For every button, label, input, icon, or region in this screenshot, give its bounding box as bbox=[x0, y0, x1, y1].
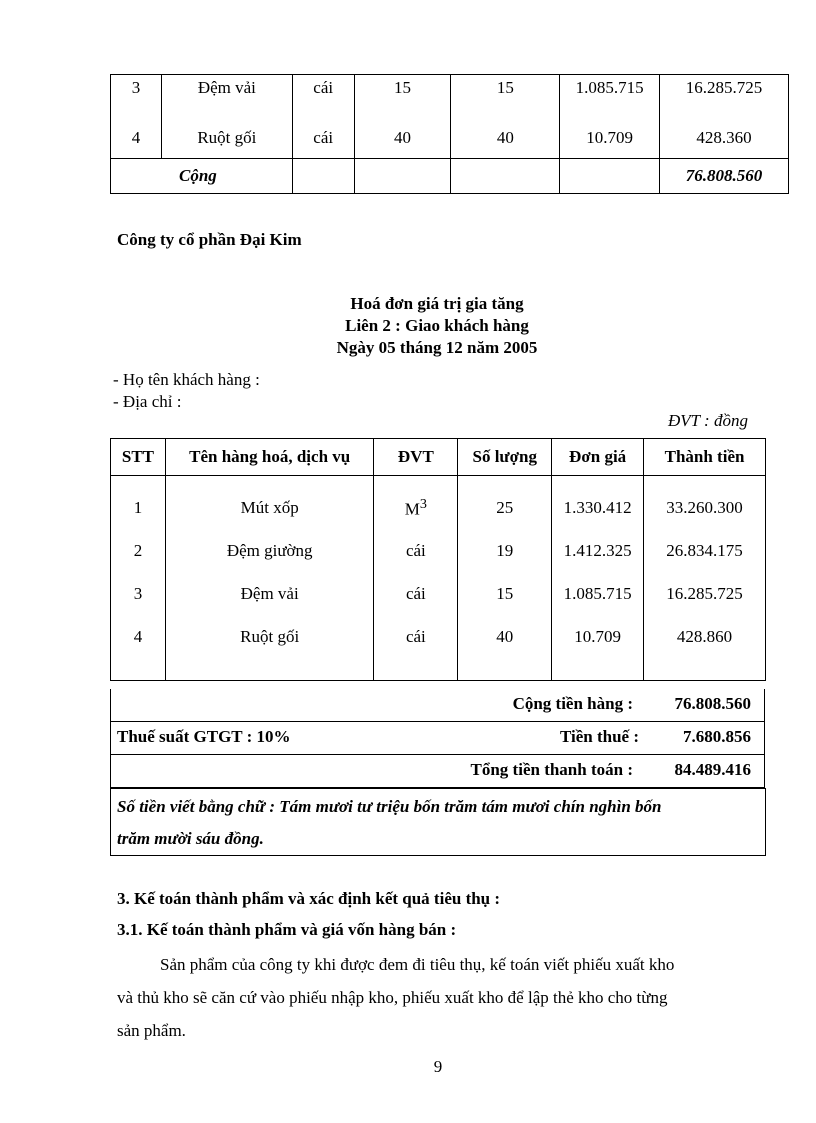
unit-note: ĐVT : đồng bbox=[668, 411, 748, 430]
total-label: Cộng bbox=[111, 159, 293, 194]
page-number: 9 bbox=[433, 1057, 443, 1076]
subtotal-row bbox=[111, 689, 764, 722]
unit-base: cái bbox=[405, 626, 426, 646]
amount-in-words bbox=[110, 788, 766, 856]
cell-name: Đệm vải bbox=[161, 75, 292, 119]
unit-base: M bbox=[404, 499, 420, 519]
cell-unit bbox=[374, 615, 458, 658]
address-label: - Địa chỉ : bbox=[113, 392, 182, 411]
cell-price: 1.085.715 bbox=[552, 572, 644, 615]
table-row bbox=[111, 75, 789, 119]
grand-total-row bbox=[111, 755, 764, 787]
cell-stt: 1 bbox=[111, 486, 166, 529]
cell-qty2: 15 bbox=[451, 75, 560, 119]
cell-qty: 40 bbox=[458, 615, 552, 658]
cell-price: 10.709 bbox=[560, 118, 660, 159]
cell-stt: 4 bbox=[111, 615, 166, 658]
tax-label: Tiền thuế : bbox=[559, 727, 639, 746]
amount-in-words-line1: Số tiền viết bằng chữ : Tám mươi tư triệu bốn trăm tám mươi chín nghìn bốn bbox=[117, 797, 662, 816]
header-total: Thành tiền bbox=[644, 439, 766, 476]
cell-price: 1.085.715 bbox=[560, 75, 660, 119]
table-row bbox=[111, 615, 766, 658]
company-name: Công ty cổ phần Đại Kim bbox=[117, 230, 302, 249]
cell-total: 16.285.725 bbox=[644, 572, 766, 615]
header-stt: STT bbox=[111, 439, 166, 476]
cell-total: 428.360 bbox=[660, 118, 789, 159]
table-row bbox=[111, 529, 766, 572]
table-row bbox=[111, 486, 766, 529]
cell-name: Ruột gối bbox=[161, 118, 292, 159]
cell-stt: 4 bbox=[111, 118, 162, 159]
cell-price: 10.709 bbox=[552, 615, 644, 658]
tax-row bbox=[111, 722, 764, 755]
cell-stt: 2 bbox=[111, 529, 166, 572]
grand-total-value: 84.489.416 bbox=[674, 760, 751, 779]
cell-unit bbox=[374, 529, 458, 572]
cell-total: 16.285.725 bbox=[660, 75, 789, 119]
cell-qty: 19 bbox=[458, 529, 552, 572]
cell-qty: 15 bbox=[458, 572, 552, 615]
para-line: sản phẩm. bbox=[117, 1021, 186, 1040]
cell-qty: 25 bbox=[458, 486, 552, 529]
cell-qty1: 15 bbox=[354, 75, 451, 119]
table-row bbox=[111, 572, 766, 615]
unit-base: cái bbox=[405, 583, 426, 603]
cell-total: 33.260.300 bbox=[644, 486, 766, 529]
para-line: Sản phẩm của công ty khi được đem đi tiêu thụ, kế toán viết phiếu xuất kho bbox=[160, 955, 675, 974]
cell-stt: 3 bbox=[111, 75, 162, 119]
header-price: Đơn giá bbox=[552, 439, 644, 476]
invoice-title: Hoá đơn giá trị gia tăng bbox=[350, 294, 524, 313]
invoice-summary bbox=[110, 689, 765, 788]
cell-unit: cái bbox=[292, 118, 354, 159]
cell-name: Đệm vải bbox=[165, 572, 374, 615]
invoice-copy: Liên 2 : Giao khách hàng bbox=[345, 316, 529, 335]
tax-value: 7.680.856 bbox=[683, 727, 751, 746]
previous-table bbox=[110, 74, 789, 194]
cell-total: 26.834.175 bbox=[644, 529, 766, 572]
cell-stt: 3 bbox=[111, 572, 166, 615]
cell-unit: cái bbox=[292, 75, 354, 119]
invoice-table bbox=[110, 438, 766, 681]
customer-name-label: - Họ tên khách hàng : bbox=[113, 370, 260, 389]
cell-total: 428.860 bbox=[644, 615, 766, 658]
table-row bbox=[111, 118, 789, 159]
cell-name: Đệm giường bbox=[165, 529, 374, 572]
cell-price: 1.412.325 bbox=[552, 529, 644, 572]
cell-qty2: 40 bbox=[451, 118, 560, 159]
unit-superscript: 3 bbox=[419, 495, 427, 512]
cell-unit bbox=[374, 572, 458, 615]
grand-total-label: Tổng tiền thanh toán : bbox=[470, 760, 633, 779]
header-qty: Số lượng bbox=[458, 439, 552, 476]
subtotal-value: 76.808.560 bbox=[674, 694, 751, 713]
header-unit: ĐVT bbox=[374, 439, 458, 476]
section-heading: 3. Kế toán thành phẩm và xác định kết quả tiêu thụ : bbox=[117, 889, 501, 908]
cell-unit bbox=[374, 486, 458, 529]
para-line: và thủ kho sẽ căn cứ vào phiếu nhập kho, phiếu xuất kho để lập thẻ kho cho từng bbox=[117, 988, 668, 1007]
invoice-date: Ngày 05 tháng 12 năm 2005 bbox=[336, 338, 538, 357]
vat-rate: Thuế suất GTGT : 10% bbox=[117, 727, 291, 746]
cell-name: Ruột gối bbox=[165, 615, 374, 658]
unit-base: cái bbox=[405, 540, 426, 560]
total-row bbox=[111, 159, 789, 194]
subsection-heading: 3.1. Kế toán thành phẩm và giá vốn hàng bán : bbox=[117, 920, 457, 939]
table-header bbox=[111, 439, 766, 476]
cell-qty1: 40 bbox=[354, 118, 451, 159]
cell-name: Mút xốp bbox=[165, 486, 374, 529]
header-name: Tên hàng hoá, dịch vụ bbox=[165, 439, 374, 476]
body-paragraph bbox=[117, 948, 757, 1047]
amount-in-words-line2: trăm mười sáu đồng. bbox=[117, 829, 264, 848]
cell-price: 1.330.412 bbox=[552, 486, 644, 529]
subtotal-label: Cộng tiền hàng : bbox=[512, 694, 633, 713]
total-value: 76.808.560 bbox=[660, 159, 789, 194]
